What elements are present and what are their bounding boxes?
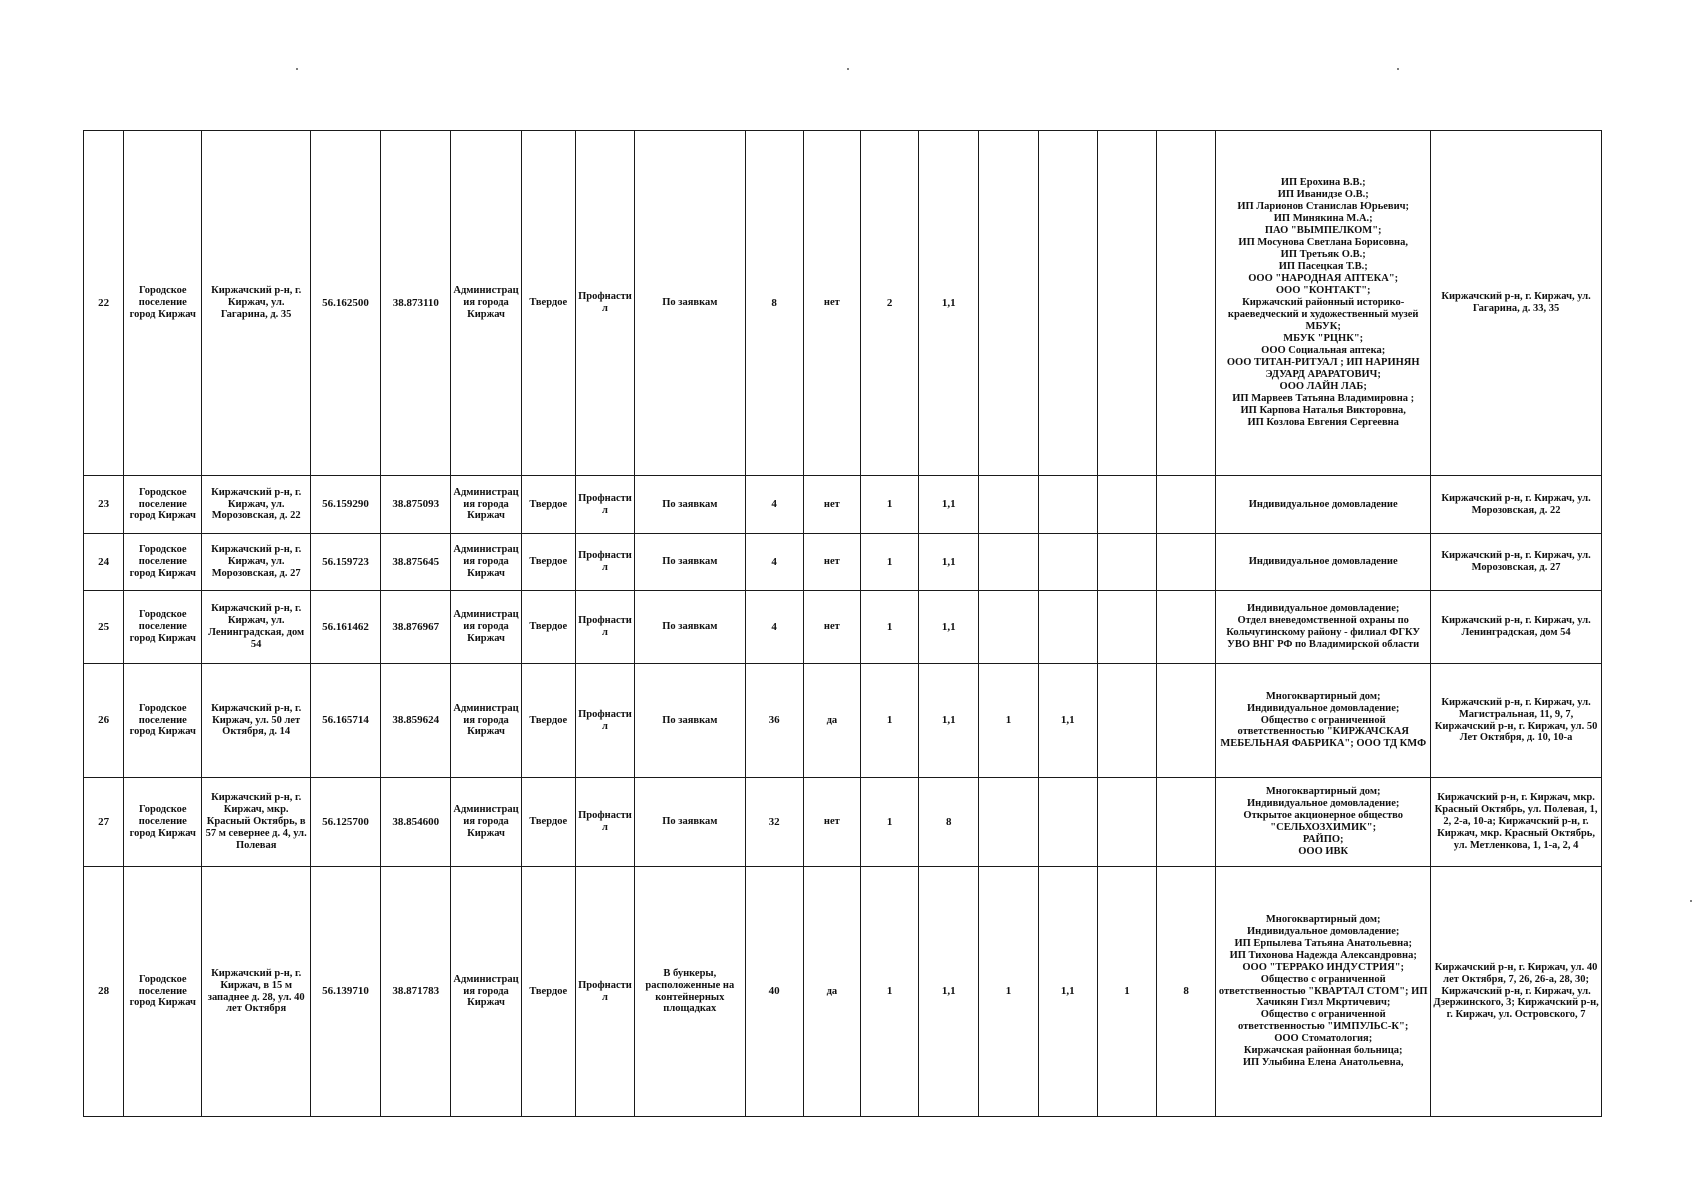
cell-number: 28 [84,867,124,1117]
cell-number: 26 [84,664,124,778]
cell-number: 27 [84,778,124,867]
cell-area: 8 [745,131,803,476]
cell-containers-volume: 8 [919,778,979,867]
cell-settlement: Городское поселение город Киржач [124,664,202,778]
cell-latitude: 56.125700 [310,778,380,867]
table-row [84,476,1602,534]
cell-other-volume [1157,131,1216,476]
cell-bunkers-volume: 1,1 [1038,867,1097,1117]
cell-longitude: 38.854600 [381,778,451,867]
cell-containers-volume: 1,1 [919,476,979,534]
cell-bunkers-count: 1 [979,867,1038,1117]
cell-address: Киржачский р-н, г. Киржач, ул. 50 лет Октября, д. 14 [202,664,310,778]
cell-source-addresses: Киржачский р-н, г. Киржач, ул. Магистральная, 11, 9, 7, Киржачский р-н, г. Киржач, ул. 50 Лет Октября, д. 10, 10-а [1431,664,1602,778]
cell-containers-volume: 1,1 [919,534,979,591]
cell-waste-sources: Индивидуальное домовладение; Отдел вневедомственной охраны по Кольчугинскому району - филиал ФГКУ УВО ВНГ РФ по Владимирской области [1216,591,1431,664]
scan-speck [1690,900,1692,902]
cell-schedule: По заявкам [635,476,745,534]
cell-bunkers-count [979,131,1038,476]
cell-owner: Администрация города Киржач [451,664,521,778]
cell-containers-count: 1 [860,867,918,1117]
cell-area: 40 [745,867,803,1117]
cell-other-volume [1157,534,1216,591]
cell-surface: Твердое [521,534,575,591]
cell-fence: Профнастил [575,131,634,476]
cell-number: 25 [84,591,124,664]
cell-latitude: 56.165714 [310,664,380,778]
cell-bunkers-volume [1038,476,1097,534]
cell-source-addresses: Киржачский р-н, г. Киржач, ул. Ленинградская, дом 54 [1431,591,1602,664]
cell-bunkers-volume [1038,534,1097,591]
cell-canopy: да [803,867,860,1117]
cell-source-addresses: Киржачский р-н, г. Киржач, мкр. Красный Октябрь, ул. Полевая, 1, 2, 2-а, 10-а; Киржачский р-н, г. Киржач, мкр. Красный Октябрь, ул. Метленкова, 1, 1-а, 2, 4 [1431,778,1602,867]
table-row [84,778,1602,867]
cell-longitude: 38.873110 [381,131,451,476]
cell-containers-volume: 1,1 [919,664,979,778]
cell-address: Киржачский р-н, г. Киржач, мкр. Красный Октябрь, в 57 м севернее д. 4, ул. Полевая [202,778,310,867]
cell-other-volume [1157,664,1216,778]
cell-bunkers-count [979,591,1038,664]
cell-schedule: По заявкам [635,591,745,664]
cell-fence: Профнастил [575,867,634,1117]
cell-surface: Твердое [521,664,575,778]
cell-settlement: Городское поселение город Киржач [124,131,202,476]
cell-waste-sources: Индивидуальное домовладение [1216,534,1431,591]
cell-containers-count: 1 [860,591,918,664]
cell-settlement: Городское поселение город Киржач [124,534,202,591]
cell-bunkers-volume [1038,591,1097,664]
cell-canopy: нет [803,591,860,664]
cell-area: 4 [745,591,803,664]
cell-schedule: По заявкам [635,778,745,867]
cell-source-addresses: Киржачский р-н, г. Киржач, ул. 40 лет Октября, 7, 26, 26-а, 28, 30; Киржачский р-н, г. Киржач, ул. Дзержинского, 3; Киржачский р-н, г. Киржач, ул. Островского, 7 [1431,867,1602,1117]
cell-longitude: 38.875645 [381,534,451,591]
cell-bunkers-count [979,778,1038,867]
scan-speck [847,68,849,70]
table-row [84,534,1602,591]
cell-number: 23 [84,476,124,534]
cell-address: Киржачский р-н, г. Киржач, в 15 м западнее д. 28, ул. 40 лет Октября [202,867,310,1117]
cell-number: 24 [84,534,124,591]
cell-fence: Профнастил [575,664,634,778]
cell-fence: Профнастил [575,476,634,534]
cell-bunkers-volume [1038,778,1097,867]
cell-latitude: 56.162500 [310,131,380,476]
cell-surface: Твердое [521,867,575,1117]
cell-other-count [1097,778,1156,867]
cell-other-volume [1157,591,1216,664]
cell-containers-count: 1 [860,476,918,534]
cell-address: Киржачский р-н, г. Киржач, ул. Морозовская, д. 22 [202,476,310,534]
cell-other-count [1097,534,1156,591]
cell-containers-volume: 1,1 [919,131,979,476]
cell-surface: Твердое [521,591,575,664]
cell-settlement: Городское поселение город Киржач [124,778,202,867]
cell-containers-volume: 1,1 [919,591,979,664]
cell-bunkers-volume [1038,131,1097,476]
table-row [84,131,1602,476]
cell-latitude: 56.159290 [310,476,380,534]
cell-owner: Администрация города Киржач [451,131,521,476]
cell-settlement: Городское поселение город Киржач [124,476,202,534]
cell-other-count [1097,664,1156,778]
cell-number: 22 [84,131,124,476]
cell-surface: Твердое [521,476,575,534]
cell-other-volume: 8 [1157,867,1216,1117]
cell-settlement: Городское поселение город Киржач [124,867,202,1117]
scan-speck [1397,68,1399,70]
cell-latitude: 56.161462 [310,591,380,664]
cell-address: Киржачский р-н, г. Киржач, ул. Ленинградская, дом 54 [202,591,310,664]
cell-bunkers-count [979,476,1038,534]
scan-speck [296,68,298,70]
cell-longitude: 38.871783 [381,867,451,1117]
cell-other-count [1097,476,1156,534]
table-row [84,664,1602,778]
cell-canopy: нет [803,131,860,476]
cell-waste-sources: Многоквартирный дом; Индивидуальное домовладение; Общество с ограниченной ответственностью "КИРЖАЧСКАЯ МЕБЕЛЬНАЯ ФАБРИКА"; ООО ТД КМФ [1216,664,1431,778]
cell-waste-sources: Многоквартирный дом; Индивидуальное домовладение; ИП Ерпылева Татьяна Анатольевна; ИП Тихонова Надежда Александровна; ООО "ТЕРРАКО ИНДУСТРИЯ"; Общество с ограниченной ответственностью "КВАРТАЛ СТОМ"; ИП Хачикян Гизл Мкртичевич; Общество с ограниченной ответственностью "ИМПУЛЬС-К"; ООО Стоматология; Киржачская районная больница; ИП Улыбина Елена Анатольевна, [1216,867,1431,1117]
cell-containers-count: 2 [860,131,918,476]
cell-latitude: 56.139710 [310,867,380,1117]
cell-canopy: нет [803,476,860,534]
cell-address: Киржачский р-н, г. Киржач, ул. Гагарина, д. 35 [202,131,310,476]
cell-address: Киржачский р-н, г. Киржач, ул. Морозовская, д. 27 [202,534,310,591]
cell-other-count [1097,591,1156,664]
cell-containers-count: 1 [860,664,918,778]
cell-longitude: 38.859624 [381,664,451,778]
cell-surface: Твердое [521,778,575,867]
cell-owner: Администрация города Киржач [451,534,521,591]
cell-waste-sources: Многоквартирный дом; Индивидуальное домовладение; Открытое акционерное общество "СЕЛЬХОЗХИМИК"; РАЙПО; ООО ИВК [1216,778,1431,867]
cell-canopy: да [803,664,860,778]
cell-surface: Твердое [521,131,575,476]
cell-area: 4 [745,534,803,591]
cell-latitude: 56.159723 [310,534,380,591]
waste-sites-registry-table [83,130,1602,1117]
cell-fence: Профнастил [575,591,634,664]
cell-bunkers-volume: 1,1 [1038,664,1097,778]
cell-schedule: В бункеры, расположенные на контейнерных площадках [635,867,745,1117]
cell-waste-sources: Индивидуальное домовладение [1216,476,1431,534]
cell-area: 32 [745,778,803,867]
cell-schedule: По заявкам [635,664,745,778]
cell-area: 4 [745,476,803,534]
cell-settlement: Городское поселение город Киржач [124,591,202,664]
cell-containers-volume: 1,1 [919,867,979,1117]
cell-containers-count: 1 [860,534,918,591]
cell-other-volume [1157,476,1216,534]
cell-source-addresses: Киржачский р-н, г. Киржач, ул. Гагарина, д. 33, 35 [1431,131,1602,476]
cell-canopy: нет [803,778,860,867]
cell-bunkers-count [979,534,1038,591]
cell-canopy: нет [803,534,860,591]
cell-bunkers-count: 1 [979,664,1038,778]
cell-area: 36 [745,664,803,778]
cell-schedule: По заявкам [635,131,745,476]
cell-owner: Администрация города Киржач [451,476,521,534]
cell-owner: Администрация города Киржач [451,591,521,664]
cell-schedule: По заявкам [635,534,745,591]
cell-owner: Администрация города Киржач [451,778,521,867]
cell-owner: Администрация города Киржач [451,867,521,1117]
cell-other-count [1097,131,1156,476]
table-row [84,591,1602,664]
table-row [84,867,1602,1117]
cell-other-count: 1 [1097,867,1156,1117]
cell-fence: Профнастил [575,534,634,591]
cell-source-addresses: Киржачский р-н, г. Киржач, ул. Морозовская, д. 27 [1431,534,1602,591]
cell-fence: Профнастил [575,778,634,867]
cell-waste-sources: ИП Ерохина В.В.; ИП Иванидзе О.В.; ИП Ларионов Станислав Юрьевич; ИП Минякина М.А.; ПАО "ВЫМПЕЛКОМ"; ИП Мосунова Светлана Борисовна, ИП Третьяк О.В.; ИП Пасецкая Т.В.; ООО "НАРОДНАЯ АПТЕКА"; ООО "КОНТАКТ"; Киржачский районный историко-краеведческий и художественный музей МБУК; МБУК "РЦНК"; ООО Социальная аптека; ООО ТИТАН-РИТУАЛ ; ИП НАРИНЯН ЭДУАРД АРАРАТОВИЧ; ООО ЛАЙН ЛАБ; ИП Марвеев Татьяна Владимировна ; ИП Карпова Наталья Викторовна, ИП Козлова Евгения Сергеевна [1216,131,1431,476]
cell-longitude: 38.875093 [381,476,451,534]
cell-containers-count: 1 [860,778,918,867]
cell-longitude: 38.876967 [381,591,451,664]
cell-source-addresses: Киржачский р-н, г. Киржач, ул. Морозовская, д. 22 [1431,476,1602,534]
cell-other-volume [1157,778,1216,867]
